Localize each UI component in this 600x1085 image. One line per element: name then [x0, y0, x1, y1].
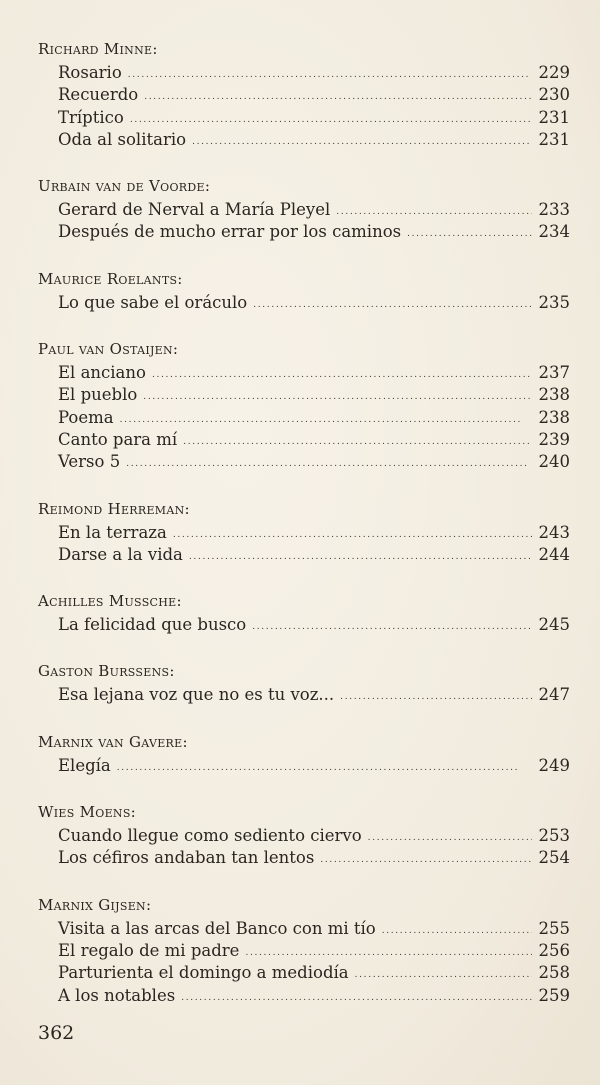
entry-title: Cuando llegue como sediento ciervo	[58, 826, 362, 846]
entry-page-number: 245	[538, 615, 570, 635]
entry-title: Verso 5	[58, 452, 121, 472]
dot-leader	[181, 984, 532, 1009]
toc-entry	[58, 292, 570, 314]
toc-section	[38, 38, 570, 151]
toc-section	[38, 660, 570, 706]
entry-page-number: 230	[538, 85, 570, 105]
author-heading: Wies Moens:	[38, 803, 137, 822]
toc-entry	[58, 614, 570, 636]
author-heading: Urbain van de Voorde:	[38, 177, 211, 196]
entry-title: El regalo de mi padre	[58, 940, 240, 960]
entry-title: Oda al solitario	[58, 129, 187, 149]
entry-page-number: 233	[538, 200, 570, 220]
entry-title: Tríptico	[58, 107, 124, 127]
dot-leader	[253, 291, 532, 316]
toc-section	[38, 268, 570, 314]
dot-leader	[340, 683, 532, 708]
toc-entry	[58, 451, 570, 473]
dot-leader	[407, 220, 532, 245]
author-heading: Richard Minne:	[38, 40, 158, 58]
toc-entry	[58, 544, 570, 566]
entry-page-number: 229	[538, 63, 570, 82]
entry-title: A los notables	[58, 985, 176, 1005]
toc-section	[38, 894, 570, 1007]
toc-section	[38, 731, 570, 777]
entry-page-number: 239	[538, 429, 570, 449]
author-heading: Achilles Mussche:	[38, 592, 182, 611]
entry-page-number: 238	[538, 385, 570, 405]
toc-entry	[58, 918, 570, 940]
author-heading: Maurice Roelants:	[38, 269, 183, 288]
toc-entry	[58, 107, 570, 129]
author-heading: Marnix van Gavere:	[38, 732, 188, 751]
entry-title: Los céfiros andaban tan lentos	[58, 848, 315, 868]
entry-page-number: 253	[538, 826, 570, 846]
toc-entry	[58, 199, 570, 221]
dot-leader	[252, 613, 532, 638]
toc-entry	[58, 847, 570, 869]
entry-page-number: 231	[538, 107, 570, 127]
page-number: 362	[38, 1022, 75, 1044]
author-heading: Gaston Burssens:	[38, 662, 175, 681]
toc-entry	[58, 407, 570, 429]
entry-page-number: 240	[538, 452, 570, 472]
entry-title: En la terraza	[58, 522, 167, 542]
dot-leader	[320, 846, 532, 871]
author-heading: Paul van Ostaijen:	[38, 340, 179, 359]
author-heading: Reimond Herreman:	[38, 499, 190, 518]
toc-entry	[58, 62, 570, 84]
entry-title: Canto para mí	[58, 429, 178, 449]
entry-page-number: 255	[538, 918, 570, 938]
entry-page-number: 238	[538, 407, 570, 427]
entry-title: Parturienta el domingo a mediodía	[58, 963, 349, 983]
table-of-contents	[38, 38, 570, 1031]
entry-page-number: 256	[538, 940, 570, 960]
toc-entry	[58, 129, 570, 151]
toc-section	[38, 338, 570, 473]
dot-leader	[192, 128, 532, 153]
entry-page-number: 231	[538, 129, 570, 149]
author-heading: Marnix Gijsen:	[38, 895, 152, 914]
entry-title: Recuerdo	[58, 85, 139, 105]
toc-section	[38, 590, 570, 636]
toc-entry	[58, 362, 570, 384]
dot-leader	[126, 450, 532, 475]
entry-title: Gerard de Nerval a María Pleyel	[58, 200, 331, 220]
entry-title: Darse a la vida	[58, 544, 183, 564]
entry-page-number: 244	[538, 544, 570, 564]
entry-page-number: 258	[538, 963, 570, 983]
toc-section	[38, 498, 570, 567]
toc-section	[38, 801, 570, 870]
toc-entry	[58, 755, 570, 777]
entry-page-number: 243	[538, 522, 570, 542]
entry-title: El anciano	[58, 363, 146, 383]
toc-entry	[58, 940, 570, 962]
entry-page-number: 247	[538, 685, 570, 705]
entry-title: Rosario	[58, 63, 122, 82]
dot-leader	[189, 543, 532, 568]
entry-page-number: 237	[538, 363, 570, 383]
toc-entry	[58, 684, 570, 706]
entry-title: Lo que sabe el oráculo	[58, 292, 248, 312]
entry-page-number: 254	[538, 848, 570, 868]
entry-page-number: 249	[538, 755, 570, 775]
entry-title: Visita a las arcas del Banco con mi tío	[58, 918, 376, 938]
entry-title: Poema	[58, 407, 114, 427]
entry-page-number: 234	[538, 222, 570, 242]
toc-entry	[58, 985, 570, 1007]
toc-entry	[58, 825, 570, 847]
entry-title: Esa lejana voz que no es tu voz...	[58, 685, 335, 705]
toc-entry	[58, 84, 570, 106]
entry-title: Después de mucho errar por los caminos	[58, 222, 402, 242]
toc-entry	[58, 962, 570, 984]
entry-title: Elegía	[58, 755, 111, 775]
toc-entry	[58, 522, 570, 544]
toc-entry	[58, 429, 570, 451]
toc-entry	[58, 221, 570, 243]
entry-page-number: 235	[538, 292, 570, 312]
entry-title: La felicidad que busco	[58, 615, 247, 635]
entry-page-number: 259	[538, 985, 570, 1005]
toc-section	[38, 175, 570, 244]
entry-title: El pueblo	[58, 385, 138, 405]
toc-entry	[58, 384, 570, 406]
dot-leader	[117, 754, 532, 779]
